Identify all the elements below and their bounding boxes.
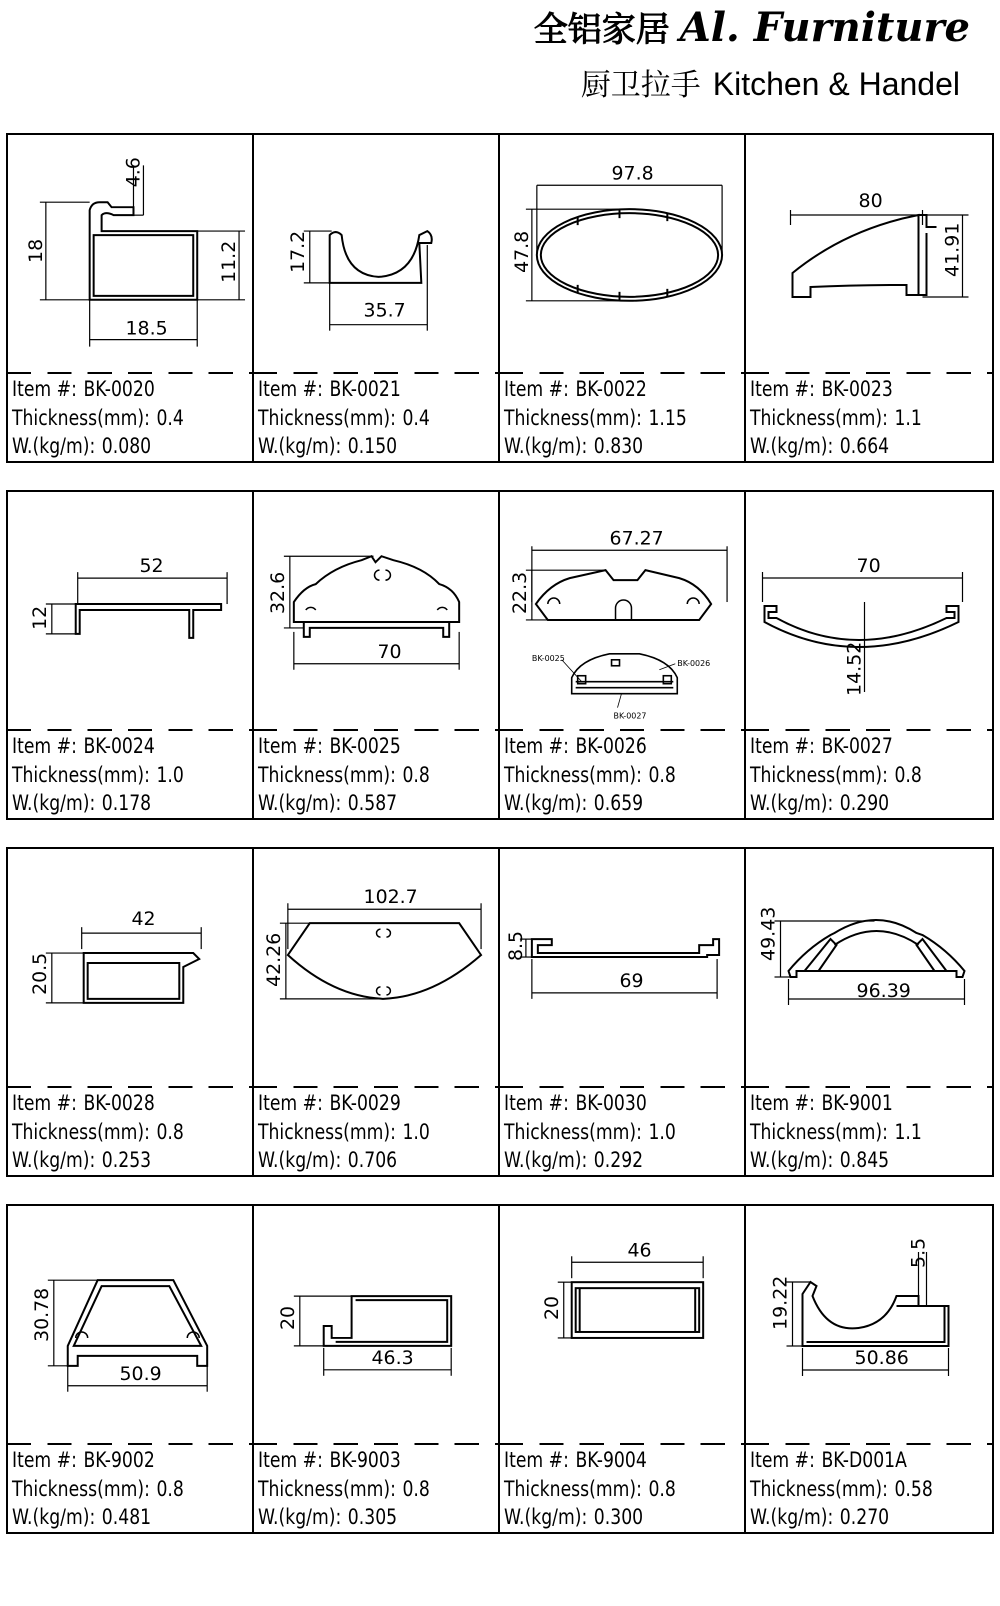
divider — [254, 729, 498, 731]
product-card — [254, 1206, 500, 1532]
weight-label: W.(kg/m): — [750, 1148, 834, 1172]
dim-label: 50.86 — [854, 1347, 909, 1369]
thickness-value: 1.1 — [894, 405, 922, 430]
product-card — [8, 849, 254, 1175]
item-number: BK-9004 — [575, 1448, 647, 1472]
dim-label: 52 — [139, 555, 164, 578]
dim-label: 11.2 — [218, 240, 241, 283]
dim-label: 42 — [131, 908, 156, 931]
thickness-label: Thickness(mm): — [750, 762, 888, 787]
profile-drawing — [746, 135, 992, 370]
product-card — [500, 492, 746, 818]
thickness-value: 1.15 — [648, 405, 687, 430]
item-number: BK-0023 — [821, 377, 893, 401]
weight-label: W.(kg/m): — [12, 791, 96, 815]
product-card — [500, 849, 746, 1175]
brand-title-en: Al. Furniture — [679, 4, 970, 51]
weight-value: 0.080 — [101, 434, 152, 458]
item-label: Item #: — [504, 1448, 569, 1472]
dim-label: 8.5 — [504, 930, 527, 962]
profile-drawing — [746, 492, 992, 727]
profile-drawing — [500, 1206, 744, 1441]
thickness-value: 0.4 — [156, 405, 184, 430]
product-info — [504, 1089, 676, 1175]
divider — [746, 1086, 992, 1088]
product-info — [750, 1089, 922, 1175]
profile-drawing — [746, 1206, 992, 1441]
weight-label: W.(kg/m): — [12, 1505, 96, 1529]
product-info — [258, 1446, 430, 1532]
thickness-label: Thickness(mm): — [504, 1476, 642, 1501]
weight-label: W.(kg/m): — [750, 434, 834, 458]
item-label: Item #: — [504, 1091, 569, 1115]
dim-label: 14.52 — [843, 641, 866, 696]
thickness-label: Thickness(mm): — [258, 1119, 396, 1144]
thickness-label: Thickness(mm): — [504, 762, 642, 787]
weight-label: W.(kg/m): — [504, 1505, 588, 1529]
product-info — [258, 375, 430, 461]
weight-value: 0.253 — [101, 1148, 152, 1172]
divider — [254, 1443, 498, 1445]
weight-label: W.(kg/m): — [504, 434, 588, 458]
item-number: BK-9003 — [329, 1448, 401, 1472]
thickness-label: Thickness(mm): — [12, 762, 150, 787]
divider — [746, 729, 992, 731]
product-info — [12, 732, 184, 818]
profile-drawing — [500, 135, 744, 370]
product-card — [254, 849, 500, 1175]
divider — [500, 1086, 744, 1088]
dim-label: 42.26 — [262, 932, 285, 987]
thickness-value: 0.8 — [648, 1476, 676, 1501]
dim-label: 32.6 — [266, 571, 289, 614]
dim-label: 35.7 — [363, 299, 406, 322]
item-number: BK-D001A — [821, 1448, 907, 1472]
thickness-value: 0.8 — [402, 1476, 430, 1501]
weight-value: 0.292 — [593, 1148, 644, 1172]
dim-label: 19.22 — [769, 1275, 792, 1330]
profile-drawing — [500, 492, 744, 727]
profile-drawing — [8, 492, 252, 727]
dim-label: 67.27 — [609, 527, 664, 550]
product-card — [746, 135, 992, 461]
item-label: Item #: — [12, 377, 77, 401]
item-label: Item #: — [258, 1448, 323, 1472]
divider — [254, 372, 498, 374]
product-info — [258, 732, 430, 818]
product-card — [8, 135, 254, 461]
divider — [746, 372, 992, 374]
item-label: Item #: — [258, 734, 323, 758]
sub-profile-label: BK-0025 — [531, 653, 565, 663]
thickness-value: 0.8 — [648, 762, 676, 787]
weight-label: W.(kg/m): — [258, 1148, 342, 1172]
profile-drawing — [254, 849, 498, 1084]
weight-value: 0.587 — [347, 791, 398, 815]
thickness-label: Thickness(mm): — [750, 1119, 888, 1144]
product-card — [254, 492, 500, 818]
dim-label: 20 — [540, 1295, 563, 1321]
dim-label: 46.3 — [371, 1346, 414, 1369]
weight-value: 0.305 — [347, 1505, 398, 1529]
divider — [500, 372, 744, 374]
dim-label: 22.3 — [508, 571, 531, 614]
thickness-label: Thickness(mm): — [12, 405, 150, 430]
dim-label: 97.8 — [611, 162, 654, 185]
item-number: BK-0027 — [821, 734, 893, 758]
dim-label: 41.91 — [941, 222, 964, 277]
product-info — [258, 1089, 430, 1175]
thickness-label: Thickness(mm): — [258, 1476, 396, 1501]
product-info — [504, 732, 676, 818]
item-number: BK-9002 — [83, 1448, 155, 1472]
thickness-value: 0.8 — [156, 1119, 184, 1144]
thickness-label: Thickness(mm): — [12, 1119, 150, 1144]
dim-label: 18 — [24, 238, 47, 263]
product-card — [746, 849, 992, 1175]
weight-label: W.(kg/m): — [258, 1505, 342, 1529]
product-card — [500, 135, 746, 461]
item-label: Item #: — [12, 1091, 77, 1115]
divider — [8, 372, 252, 374]
sub-profile-label: BK-0026 — [677, 658, 711, 668]
dim-label: 96.39 — [856, 980, 911, 1002]
product-block-2 — [6, 490, 994, 820]
dim-label: 12 — [28, 605, 51, 630]
divider — [8, 1443, 252, 1445]
product-info — [12, 1446, 184, 1532]
item-number: BK-0025 — [329, 734, 401, 758]
weight-value: 0.150 — [347, 434, 398, 458]
dim-label: 46 — [627, 1239, 652, 1262]
product-block-1 — [6, 133, 994, 463]
dim-label: 50.9 — [119, 1362, 162, 1385]
weight-label: W.(kg/m): — [504, 1148, 588, 1172]
thickness-label: Thickness(mm): — [504, 1119, 642, 1144]
weight-value: 0.300 — [593, 1505, 644, 1529]
item-label: Item #: — [750, 1091, 815, 1115]
weight-label: W.(kg/m): — [258, 791, 342, 815]
item-label: Item #: — [258, 377, 323, 401]
weight-value: 0.290 — [839, 791, 890, 815]
product-block-3 — [6, 847, 994, 1177]
profile-drawing — [8, 135, 252, 370]
item-number: BK-0021 — [329, 377, 401, 401]
item-label: Item #: — [750, 1448, 815, 1472]
profile-drawing — [254, 135, 498, 370]
product-card — [254, 135, 500, 461]
weight-label: W.(kg/m): — [12, 434, 96, 458]
product-info — [12, 375, 184, 461]
product-card — [746, 1206, 992, 1532]
item-number: BK-0020 — [83, 377, 155, 401]
thickness-label: Thickness(mm): — [258, 762, 396, 787]
product-info — [504, 1446, 676, 1532]
item-label: Item #: — [504, 377, 569, 401]
weight-value: 0.706 — [347, 1148, 398, 1172]
category-title-cn: 厨卫拉手 — [580, 68, 701, 103]
item-label: Item #: — [258, 1091, 323, 1115]
item-number: BK-0029 — [329, 1091, 401, 1115]
divider — [746, 1443, 992, 1445]
thickness-label: Thickness(mm): — [258, 405, 396, 430]
dim-label: 102.7 — [363, 886, 418, 909]
item-label: Item #: — [750, 377, 815, 401]
thickness-label: Thickness(mm): — [750, 1476, 888, 1501]
thickness-value: 0.4 — [402, 405, 430, 430]
product-info — [750, 1446, 933, 1532]
dim-label: 69 — [619, 969, 644, 992]
product-info — [750, 375, 922, 461]
dim-label: 70 — [377, 640, 402, 663]
weight-label: W.(kg/m): — [504, 791, 588, 815]
weight-value: 0.659 — [593, 791, 644, 815]
product-block-4 — [6, 1204, 994, 1534]
dim-label: 20 — [276, 1305, 299, 1330]
category-title-en: Kitchen & Handel — [712, 66, 960, 102]
divider — [500, 1443, 744, 1445]
dim-label: 30.78 — [30, 1287, 53, 1342]
item-number: BK-0024 — [83, 734, 155, 758]
dim-label: 4.6 — [122, 157, 145, 188]
thickness-value: 0.8 — [402, 762, 430, 787]
item-number: BK-0022 — [575, 377, 647, 401]
thickness-value: 1.0 — [402, 1119, 430, 1144]
product-info — [12, 1089, 184, 1175]
item-label: Item #: — [750, 734, 815, 758]
item-number: BK-0028 — [83, 1091, 155, 1115]
profile-drawing — [254, 492, 498, 727]
product-info — [504, 375, 687, 461]
profile-drawing — [746, 849, 992, 1084]
product-info — [750, 732, 922, 818]
weight-value: 0.178 — [101, 791, 152, 815]
profile-drawing — [254, 1206, 498, 1441]
weight-value: 0.845 — [839, 1148, 890, 1172]
thickness-label: Thickness(mm): — [750, 405, 888, 430]
thickness-label: Thickness(mm): — [504, 405, 642, 430]
product-card — [746, 492, 992, 818]
divider — [8, 729, 252, 731]
thickness-label: Thickness(mm): — [12, 1476, 150, 1501]
thickness-value: 1.0 — [156, 762, 184, 787]
weight-label: W.(kg/m): — [258, 434, 342, 458]
weight-label: W.(kg/m): — [750, 791, 834, 815]
dim-label: 20.5 — [28, 952, 51, 995]
weight-value: 0.270 — [839, 1505, 890, 1529]
profile-drawing — [500, 849, 744, 1084]
brand-title — [534, 2, 970, 51]
item-label: Item #: — [12, 1448, 77, 1472]
dim-label: 49.43 — [757, 906, 780, 961]
sub-profile-label: BK-0027 — [613, 711, 647, 721]
profile-drawing — [8, 849, 252, 1084]
dim-label: 17.2 — [286, 230, 309, 273]
product-card — [500, 1206, 746, 1532]
weight-value: 0.481 — [101, 1505, 152, 1529]
dim-label: 80 — [858, 190, 883, 212]
item-number: BK-9001 — [821, 1091, 893, 1115]
item-number: BK-0026 — [575, 734, 647, 758]
divider — [500, 729, 744, 731]
category-title — [581, 60, 960, 104]
item-label: Item #: — [12, 734, 77, 758]
item-number: BK-0030 — [575, 1091, 647, 1115]
thickness-value: 0.8 — [894, 762, 922, 787]
weight-label: W.(kg/m): — [12, 1148, 96, 1172]
weight-label: W.(kg/m): — [750, 1505, 834, 1529]
dim-label: 47.8 — [510, 230, 533, 273]
thickness-value: 1.1 — [894, 1119, 922, 1144]
thickness-value: 1.0 — [648, 1119, 676, 1144]
product-card — [8, 492, 254, 818]
item-label: Item #: — [504, 734, 569, 758]
profile-drawing — [8, 1206, 252, 1441]
thickness-value: 0.58 — [894, 1476, 933, 1501]
weight-value: 0.664 — [839, 434, 890, 458]
divider — [8, 1086, 252, 1088]
product-card — [8, 1206, 254, 1532]
weight-value: 0.830 — [593, 434, 644, 458]
brand-title-cn: 全铝家居 — [533, 10, 670, 50]
dim-label: 70 — [856, 555, 881, 577]
dim-label: 18.5 — [125, 317, 168, 340]
thickness-value: 0.8 — [156, 1476, 184, 1501]
dim-label: 5.5 — [907, 1237, 930, 1268]
divider — [254, 1086, 498, 1088]
